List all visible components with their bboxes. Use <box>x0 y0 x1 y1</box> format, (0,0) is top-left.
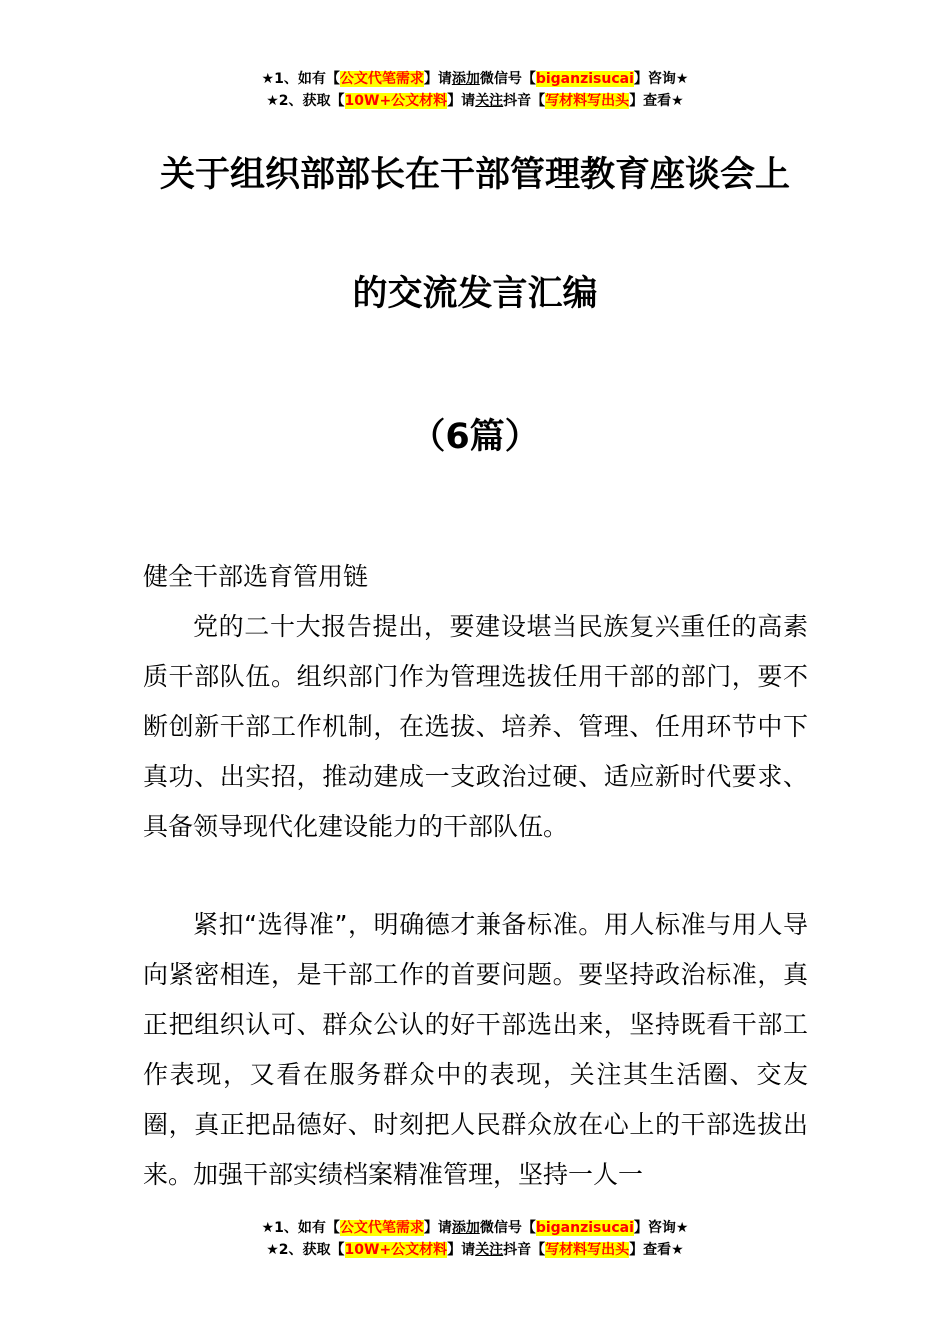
banner-line-2 <box>0 90 950 112</box>
banner-line-1 <box>0 68 950 90</box>
banner-highlight: biganzisucai <box>535 1220 634 1236</box>
banner-highlight: 10W+公文材料 <box>344 1242 448 1258</box>
banner-text: 微信号【 <box>479 71 536 87</box>
banner-text: ★2、获取【 <box>266 1242 345 1258</box>
banner-underline: 关注 <box>475 93 504 109</box>
banner-highlight: biganzisucai <box>535 71 634 87</box>
banner-text: 微信号【 <box>479 1220 536 1236</box>
document-title-line-2: 的交流发言汇编 <box>352 274 598 314</box>
banner-highlight: 写材料写出头 <box>545 1242 630 1258</box>
banner-text: ★1、如有【 <box>261 1220 340 1236</box>
banner-underline: 添加 <box>451 1220 480 1236</box>
document-count: （6篇） <box>410 417 540 457</box>
banner-highlight: 公文代笔需求 <box>339 1220 424 1236</box>
banner-text: 】咨询★ <box>633 1220 689 1236</box>
banner-text: 】请 <box>447 93 476 109</box>
banner-line-2 <box>0 1239 950 1261</box>
banner-highlight: 写材料写出头 <box>545 93 630 109</box>
footer-banner <box>0 1217 950 1261</box>
banner-text: 】查看★ <box>629 1242 684 1258</box>
banner-text: 】请 <box>423 71 452 87</box>
banner-text: 抖音【 <box>503 1242 546 1258</box>
document-title-line-1: 关于组织部部长在干部管理教育座谈会上 <box>159 155 790 195</box>
body-paragraph-2: 紧扣“选得准”，明确德才兼备标准。用人标准与用人导向紧密相连，是干部工作的首要问题。要坚持政治标准，真正把组织认可、群众公认的好干部选出来，坚持既看干部工作表现，又看在服务群众中的表现，关注其生活圈、交友圈，真正把品德好、时刻把人民群众放在心上的干部选拔出来。加强干部实绩档案精准管理，坚持一人一 <box>143 910 808 1189</box>
banner-underline: 关注 <box>475 1242 504 1258</box>
banner-text: 】请 <box>423 1220 452 1236</box>
body-paragraph-1: 党的二十大报告提出，要建设堪当民族复兴重任的高素质干部队伍。组织部门作为管理选拔任用干部的部门，要不断创新干部工作机制，在选拔、培养、管理、任用环节中下真功、出实招，推动建成一支政治过硬、适应新时代要求、具备领导现代化建设能力的干部队伍。 <box>143 612 808 841</box>
banner-text: 抖音【 <box>503 93 546 109</box>
banner-text: ★2、获取【 <box>266 93 345 109</box>
banner-highlight: 公文代笔需求 <box>339 71 424 87</box>
banner-text: 】查看★ <box>629 93 684 109</box>
banner-text: 】请 <box>447 1242 476 1258</box>
header-banner <box>0 68 950 112</box>
banner-text: ★1、如有【 <box>261 71 340 87</box>
banner-underline: 添加 <box>451 71 480 87</box>
banner-text: 】咨询★ <box>633 71 689 87</box>
section-heading: 健全干部选育管用链 <box>143 562 369 591</box>
banner-line-1 <box>0 1217 950 1239</box>
banner-highlight: 10W+公文材料 <box>344 93 448 109</box>
